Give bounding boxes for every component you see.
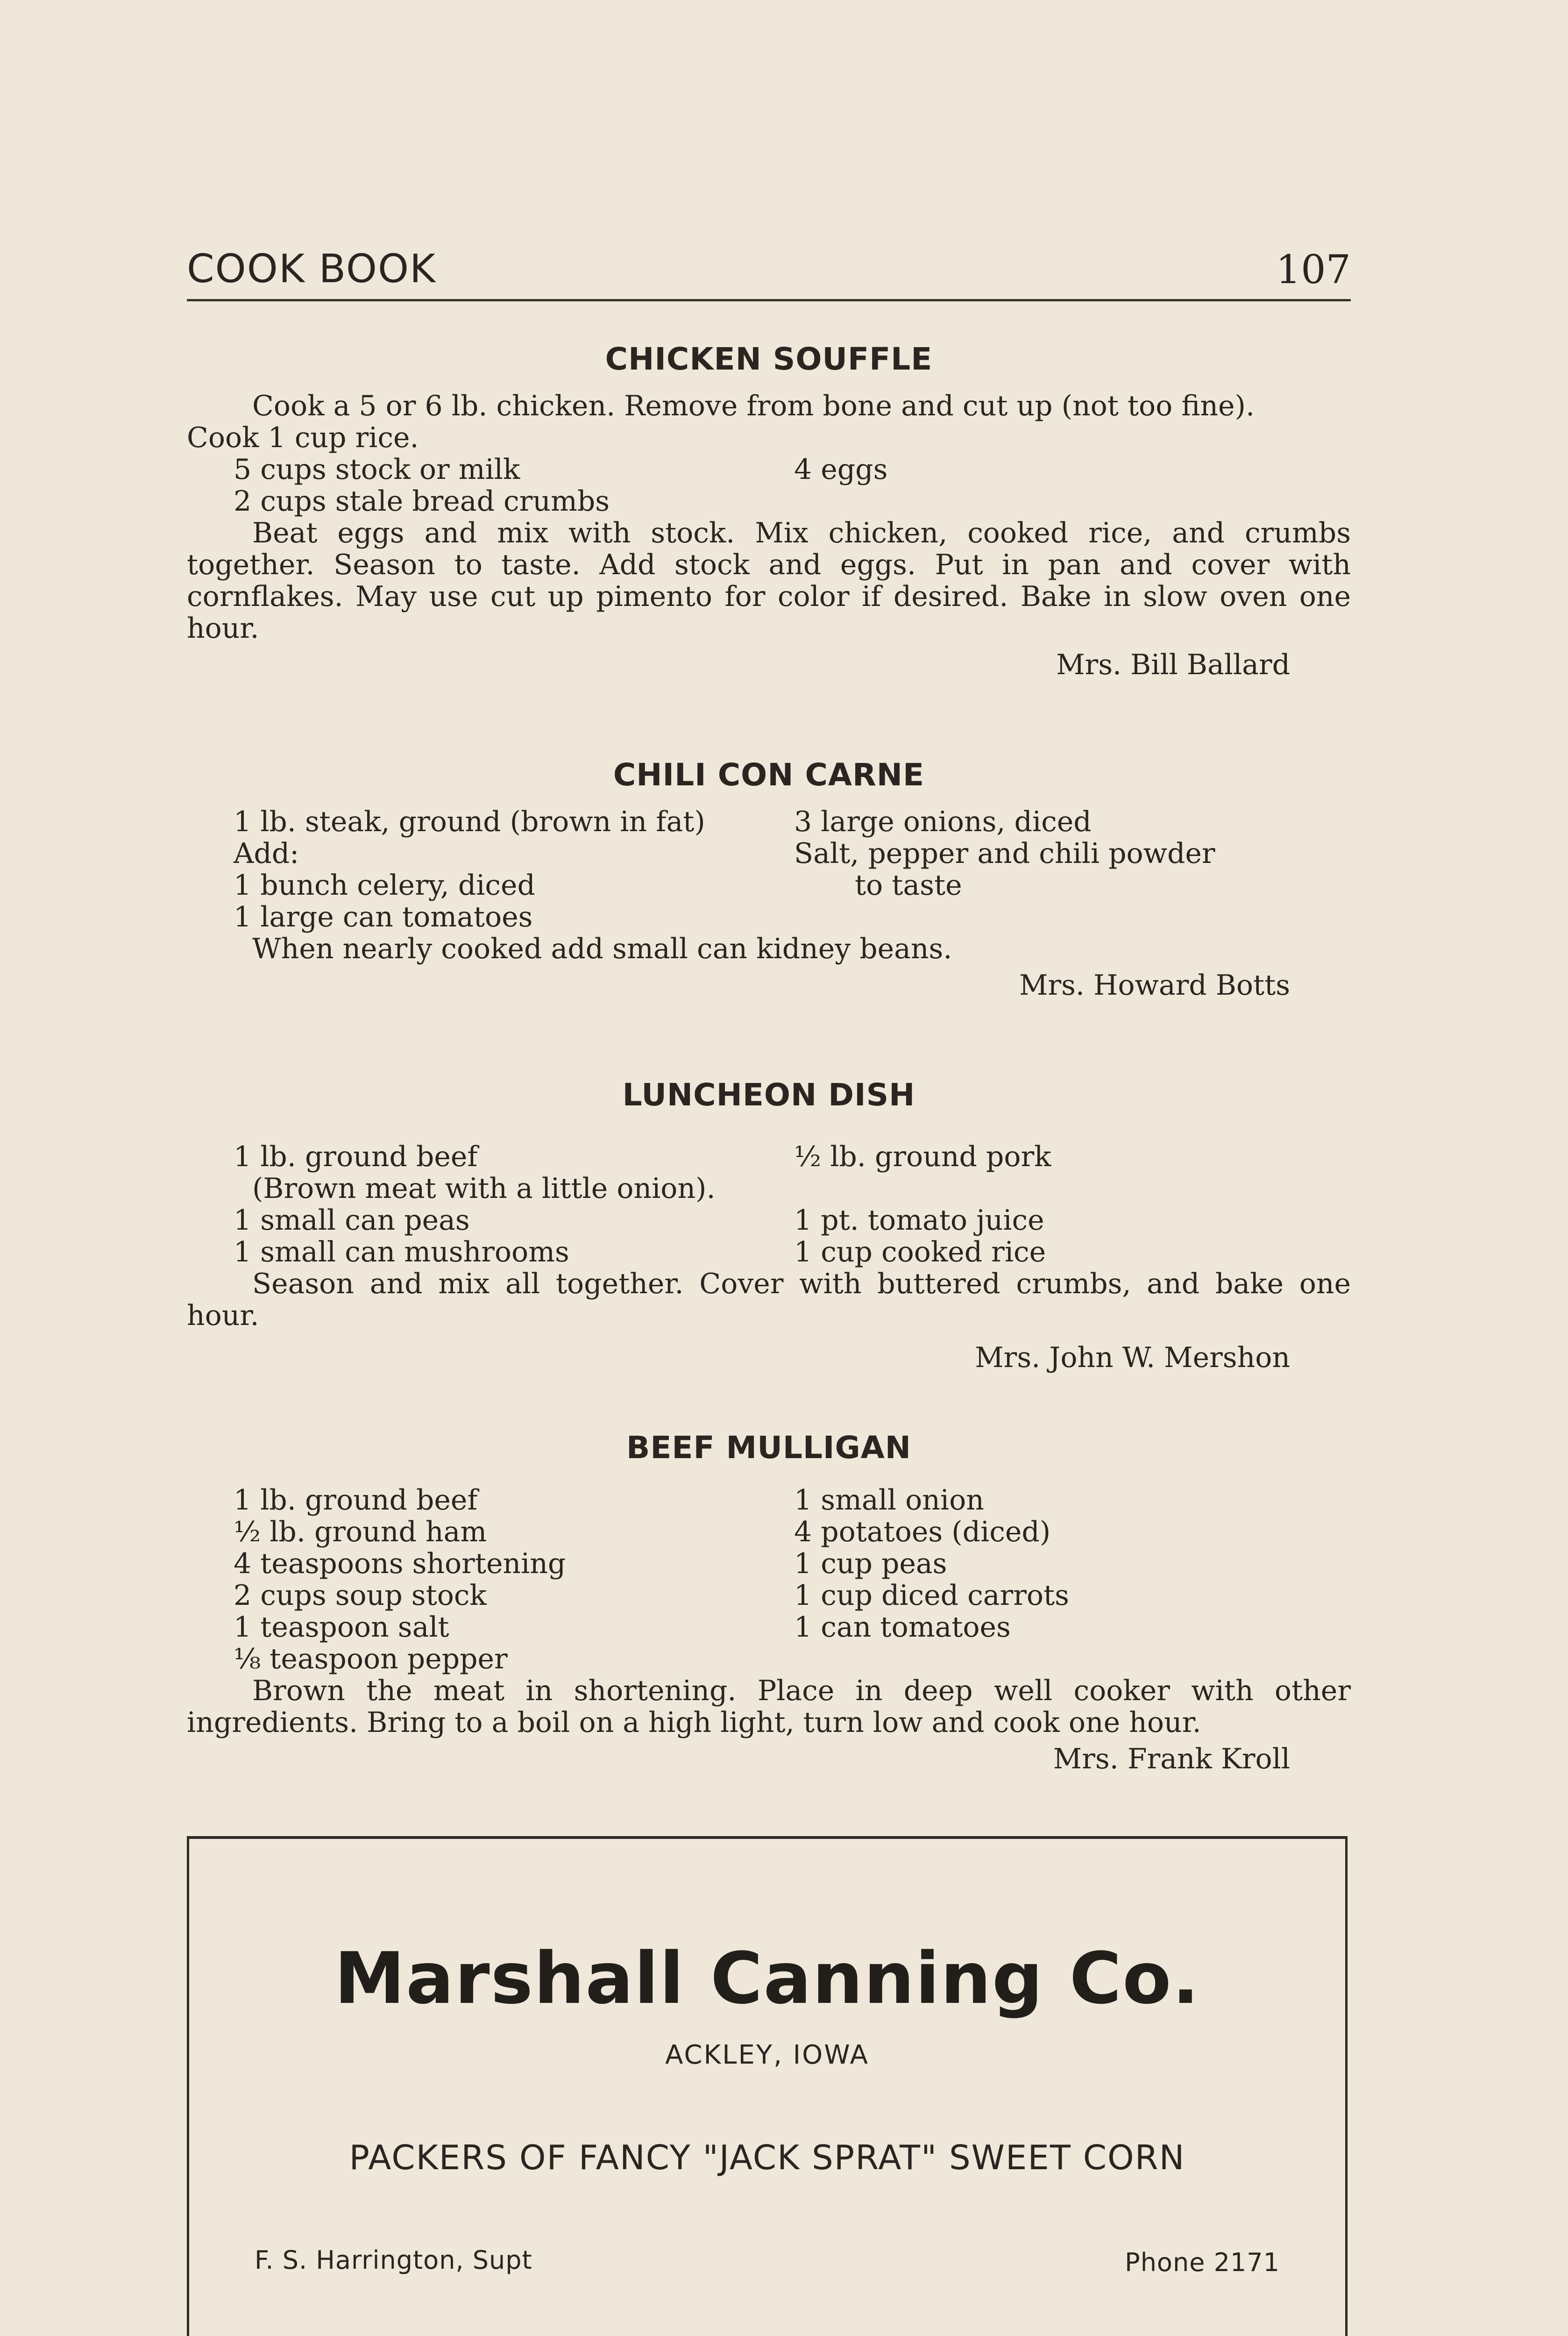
ad-tagline: PACKERS OF FANCY "JACK SPRAT" SWEET CORN bbox=[349, 2138, 1185, 2177]
recipe-title: CHILI CON CARNE bbox=[613, 757, 925, 793]
ingredient-row bbox=[187, 1611, 1351, 1643]
ingredient: 4 eggs bbox=[794, 453, 888, 486]
ingredient: ½ lb. ground ham bbox=[234, 1516, 487, 1548]
recipe-directions: Beat eggs and mix with stock. Mix chicken, cooked rice, and crumbs together. Season to taste. Add stock and eggs. Put in pan and cover with cornflakes. May use cut up pimento for color if desired. Bake in slow oven one hour. bbox=[187, 517, 1351, 645]
ingredient: ½ lb. ground pork bbox=[794, 1140, 1051, 1173]
recipe-directions: Brown the meat in shortening. Place in deep well cooker with other ingredients. Bring to a boil on a high light, turn low and cook one hour. bbox=[187, 1674, 1351, 1739]
ingredient: 1 small onion bbox=[794, 1484, 984, 1517]
recipe-intro: Cook a 5 or 6 lb. chicken. Remove from bone and cut up (not too fine). bbox=[252, 390, 1255, 422]
advertisement-box bbox=[187, 1836, 1348, 2336]
ingredient-row bbox=[187, 1516, 1351, 1548]
ad-superintendent: F. S. Harrington, Supt bbox=[255, 2245, 532, 2275]
book-title: COOK BOOK bbox=[187, 246, 437, 292]
ingredient: 1 teaspoon salt bbox=[234, 1611, 449, 1644]
ingredient: 3 large onions, diced bbox=[794, 805, 1092, 838]
recipe-title: BEEF MULLIGAN bbox=[626, 1430, 911, 1466]
ingredient: 1 bunch celery, diced bbox=[234, 869, 535, 902]
ingredient: to taste bbox=[855, 869, 962, 902]
recipe-author: Mrs. Frank Kroll bbox=[1053, 1743, 1290, 1775]
ingredient-row bbox=[187, 1484, 1351, 1516]
ad-town: ACKLEY, IOWA bbox=[665, 2040, 869, 2070]
recipe-chili-con-carne bbox=[187, 757, 1351, 1002]
ingredient: 1 small can mushrooms bbox=[234, 1236, 569, 1268]
ingredient-row bbox=[187, 1580, 1351, 1611]
recipe-author: Mrs. Howard Botts bbox=[1019, 969, 1290, 1002]
recipe-luncheon-dish bbox=[187, 1077, 1351, 1375]
ingredient-row bbox=[187, 1173, 1351, 1204]
ingredient: 1 can tomatoes bbox=[794, 1611, 1011, 1644]
ingredient: 2 cups stale bread crumbs bbox=[234, 485, 610, 518]
page-number: 107 bbox=[1276, 247, 1351, 292]
ingredient-note: (Brown meat with a little onion). bbox=[252, 1172, 716, 1205]
recipe-title: CHICKEN SOUFFLE bbox=[605, 341, 933, 377]
recipe-directions: Season and mix all together. Cover with buttered crumbs, and bake one hour. bbox=[187, 1268, 1351, 1332]
recipe-directions: When nearly cooked add small can kidney beans. bbox=[252, 933, 952, 965]
ad-company-name: Marshall Canning Co. bbox=[334, 1937, 1200, 2020]
ingredient: 1 cup diced carrots bbox=[794, 1579, 1069, 1612]
ingredient: 1 cup cooked rice bbox=[794, 1236, 1046, 1268]
ingredient-row bbox=[187, 838, 1351, 869]
ingredient: 1 lb. ground beef bbox=[234, 1140, 478, 1173]
ingredient-row bbox=[187, 869, 1351, 901]
ingredient: 1 lb. ground beef bbox=[234, 1484, 478, 1517]
ingredient: Salt, pepper and chili powder bbox=[794, 837, 1215, 870]
ingredient: 5 cups stock or milk bbox=[234, 453, 520, 486]
ingredient-row bbox=[187, 1141, 1351, 1173]
recipe-intro-2: Cook 1 cup rice. bbox=[187, 421, 419, 454]
recipe-author: Mrs. John W. Mershon bbox=[975, 1341, 1290, 1374]
ingredient-row bbox=[187, 485, 1351, 517]
recipe-beef-mulligan bbox=[187, 1430, 1351, 1776]
ingredient-row bbox=[187, 1548, 1351, 1580]
recipe-title: LUNCHEON DISH bbox=[622, 1077, 915, 1113]
page-header bbox=[187, 243, 1351, 301]
ingredient-row bbox=[187, 1643, 1351, 1675]
ingredient: 1 lb. steak, ground (brown in fat) bbox=[234, 805, 705, 838]
ingredient-row bbox=[187, 1236, 1351, 1268]
ingredient-row bbox=[187, 901, 1351, 933]
ingredient: 1 pt. tomato juice bbox=[794, 1204, 1044, 1237]
ingredient: 2 cups soup stock bbox=[234, 1579, 487, 1612]
ad-phone: Phone 2171 bbox=[1125, 2248, 1280, 2277]
ingredient-row bbox=[187, 806, 1351, 838]
ingredient: Add: bbox=[234, 837, 299, 870]
ingredient: 4 potatoes (diced) bbox=[794, 1516, 1051, 1548]
ingredient-row bbox=[187, 1204, 1351, 1236]
ingredient: 4 teaspoons shortening bbox=[234, 1547, 566, 1580]
ingredient-row bbox=[187, 454, 1351, 485]
recipe-author: Mrs. Bill Ballard bbox=[1056, 648, 1290, 681]
ingredient: 1 large can tomatoes bbox=[234, 901, 533, 933]
ingredient: ⅛ teaspoon pepper bbox=[234, 1643, 508, 1675]
recipe-chicken-souffle bbox=[187, 341, 1351, 682]
ingredient: 1 cup peas bbox=[794, 1547, 947, 1580]
ingredient: 1 small can peas bbox=[234, 1204, 470, 1237]
